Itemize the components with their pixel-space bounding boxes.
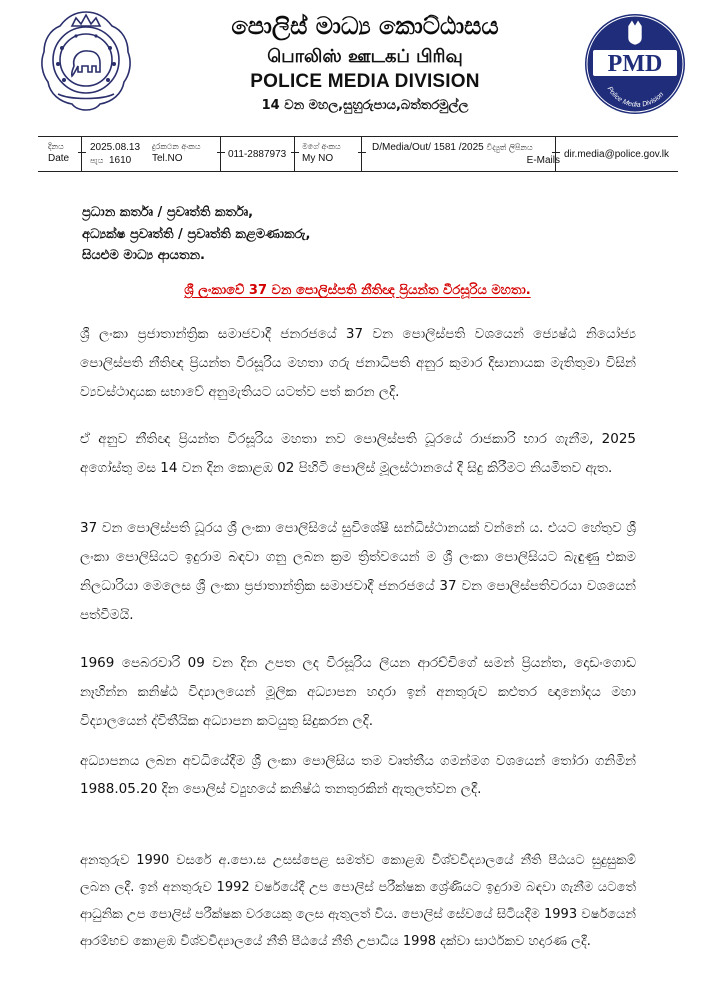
pmd-logo bbox=[583, 12, 687, 116]
myno-email-block bbox=[372, 141, 582, 167]
body-paragraph: 37 වන පොලිස්පති ධූරය ශ්‍රී ලංකා පොලිසියේ සුවිශේෂී සන්ධිස්ථානයක් වන්නේ ය. එයට හේතුව ශ්‍රී ලංකා පොලිසියට ඉදුරාම බඳවා ගනු ලබන ක්‍රම ත්‍රිත්වයෙන් ම ශ්‍රී ලංකා පොලිසියට බැඳුණු එකම නිලධාරියා මෙලෙස ශ්‍රී ලංකා ප්‍රජාතාන්ත්‍රික සමාජවාදී ජනරජයේ 37 වන පොලිස්පතිවරයා වශයෙන් පත්වීමයි. bbox=[80, 520, 636, 623]
body-paragraph: ශ්‍රී ලංකා ප්‍රජාතාන්ත්‍රික සමාජවාදී ජනරජයේ 37 වන පොලිස්පති වශයෙන් ජ්‍යෙෂ්ඨ නියෝජ්‍ය පොලිස්පති නීතිඥ ප්‍රියන්ත වීරසූරිය මහතා ගරු ජනාධිපති අනුර කුමාර දිසානායක මැතිතුමා විසින් ව්‍යවස්ථාදායක සභාවේ අනුමැතියට යටත්ව පත් කරන ලදි. bbox=[80, 326, 636, 400]
tel-label-si: දුරකථන අංකය bbox=[152, 142, 201, 151]
date-label bbox=[48, 141, 69, 165]
sri-lanka-police-emblem-icon bbox=[36, 8, 136, 118]
myno-label bbox=[302, 141, 341, 165]
body-paragraph: 1969 පෙබරවාරි 09 වන දින උපත ලද වීරසූරිය ලියන ආරච්චිගේ සමන් ප්‍රියන්ත, දොඩංගොඩ නෑහින්න කනිෂ්ඨ විද්‍යාලයෙන් මූලික අධ්‍යාපන හදාරා ඉන් අනතුරුව කළුතර ඥානෝදය මහා විද්‍යාලයෙන් ද්විතීයික අධ්‍යාපන කටයුතු සිදුකරන ලදි. bbox=[80, 655, 636, 729]
myno-value: D/Media/Out/ 1581 /2025 bbox=[372, 142, 484, 153]
separator bbox=[555, 137, 563, 171]
letterhead bbox=[0, 0, 715, 130]
body-paragraph: අනතුරුව 1990 වසරේ අ.පො.ස උසස්පෙළ සමත්ව කොළඹ විශ්වවිද්‍යාලයේ නීති පීඨයට සුදුසුකම් ලබන ලදී. ඉන් අනතුරුව 1992 වර්ෂයේදී උප පොලිස් පරීක්ෂක ශ්‍රේණියට ඉදුරාම බඳවා ගැනීම යටතේ ආධුනික උප පොලිස් පරීක්ෂක වරයෙකු ලෙස ඇතුලත් විය. පොලිස් සේවයේ සිටියදීම 1993 වර්ෂයෙන් ආරම්භව කොළඹ විශ්වවිද්‍යාලයේ නීති පීඨයේ නීති උපාධිය 1998 දක්වා සාර්ථකව හදාරණ ලදී. bbox=[80, 853, 636, 949]
recipients-block bbox=[82, 202, 642, 267]
subject-heading: ශ්‍රී ලංකාවේ 37 වන පොලිස්පති නීතිඥ ප්‍රියන්ත වීරසූරිය මහතා. bbox=[184, 283, 531, 298]
separator bbox=[294, 137, 302, 171]
time-value: 1610 bbox=[108, 155, 132, 166]
body-paragraph: ඒ අනුව නීතිඥ ප්‍රියන්ත වීරසූරිය මහතා නව පොලිස්පති ධූරයේ රාජකාරි භාර ගැනීම, 2025 අගෝස්තු මස 14 වන දින කොළඹ 02 පිහිටි පොලිස් මූලස්ථානයේ දී සිදු කිරීමට නියමිතව ඇත. bbox=[80, 431, 636, 476]
separator bbox=[81, 137, 89, 171]
body-paragraph: අධ්‍යාපනය ලබන අවධියේදීම ශ්‍රී ලංකා පොලිසිය තම වෘත්තීය ගමන්මග වශයෙන් තෝරා ගනිමින් 1988.05.20 දින පොලිස් ව්‍යුහයේ කනිෂ්ඨ තනතුරකින් ඇතුලත්වන ලදී. bbox=[80, 753, 636, 797]
date-value-block bbox=[90, 141, 140, 167]
recipient-line: අධ්‍යක්ෂ ප්‍රවෘත්ති / ප්‍රවෘත්ති කළමණාකරු, bbox=[82, 226, 311, 242]
date-label-si: දිනය bbox=[48, 142, 64, 151]
recipient-line: සියළුම මාධ්‍ය ආයතන. bbox=[82, 248, 205, 263]
separator bbox=[361, 137, 369, 171]
email-label-si: විද්‍යුත් ලිපිනය bbox=[486, 143, 533, 152]
title-tamil: பொலிஸ் ஊடகப் பிரிவு bbox=[267, 46, 463, 67]
date-value: 2025.08.13 bbox=[90, 142, 141, 153]
date-label-en: Date bbox=[48, 153, 70, 164]
time-label-si: පැය bbox=[90, 156, 104, 165]
email-value[interactable]: dir.media@police.gov.lk bbox=[564, 149, 670, 160]
tel-label-en: Tel.NO bbox=[152, 153, 183, 164]
letterhead-titles bbox=[160, 10, 570, 116]
myno-label-en: My NO bbox=[302, 153, 334, 164]
reference-bar bbox=[38, 136, 678, 172]
tel-value: 011-2887973 bbox=[228, 149, 287, 160]
title-english: POLICE MEDIA DIVISION bbox=[250, 71, 480, 92]
recipient-line: ප්‍රධාන කර්තෘ / ප්‍රවෘත්ති කර්තෘ, bbox=[82, 205, 254, 220]
pmd-logo-subtext: Police Media Division bbox=[605, 85, 666, 109]
office-address: 14 වන මහල,සුහුරුපාය,බත්තරමුල්ල bbox=[261, 98, 469, 113]
email-label-en: E-Mails bbox=[526, 155, 560, 166]
myno-label-si: මගේ අංකය bbox=[302, 142, 341, 151]
title-sinhala: පොලිස් මාධ්‍ය කොට්ඨාසය bbox=[231, 12, 499, 40]
separator bbox=[220, 137, 228, 171]
pmd-logo-text: PMD bbox=[607, 51, 663, 77]
tel-label bbox=[152, 141, 201, 165]
